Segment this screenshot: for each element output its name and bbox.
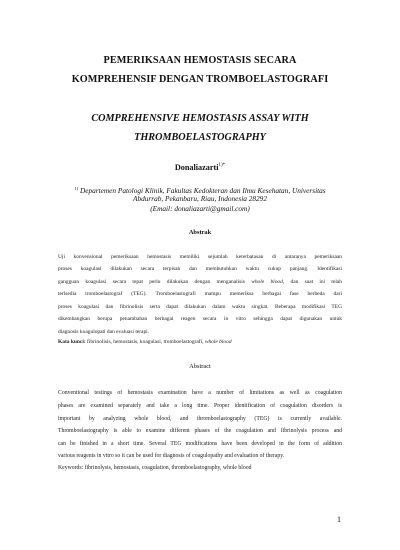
page-number: 1: [337, 515, 341, 524]
abstrak-line-italic: whole blood,: [251, 279, 285, 285]
abstract-keywords: Keywords: fibrinolysis, hemostasis, coagulation, thromboelastography, whole blood: [58, 465, 252, 471]
abstrak-line: Uji konvensional pemeriksaan hemostasis memiliki sejumlah keterbatasan di antaranya pemeriksaan: [58, 254, 342, 260]
affiliation-marker: 1): [74, 186, 79, 191]
abstract-line: Conventional testings of hemostasis examination have a number of limitations as well as coagulation: [58, 390, 342, 396]
title-indonesian-line-1: PEMERIKSAAN HEMOSTASIS SECARA: [103, 55, 297, 66]
abstrak-line: proses koagulasi dan fibrinolisis serta dapat dilakukan dalam waktu singkat. Beberapa modifikasi TEG: [58, 304, 342, 310]
abstrak-line-tail: dan saat ini telah: [290, 279, 343, 285]
abstrak-line: [58, 279, 342, 285]
abstrak-line: diagnosis koagulopati dan evaluasi terapi.: [58, 329, 150, 335]
author-name: Donaliazarti: [174, 163, 219, 172]
abstract-line: important by analyzing whole blood, and thromboelastography (TEG) is currently available.: [58, 416, 342, 422]
affiliation-line-2: Abdurrab, Pekanbaru, Riau, Indonesia 28292: [133, 194, 267, 203]
abstrak-line: proses koagulasi dilakukan secara terpisah dan membutuhkan waktu cukup panjang. Identifikasi: [58, 266, 342, 272]
title-indonesian-line-2: KOMPREHENSIF DENGAN TROMBOELASTOGRAFI: [71, 74, 329, 85]
abstract-line: can be finished in a short time. Several TEG modifications have been developed in the form of addition: [58, 441, 342, 447]
author-marks: 1)*: [218, 163, 226, 168]
abstrak-heading: Abstrak: [188, 229, 212, 236]
abstrak-line: terlsedia tromboelastograf (TEG). Tromboelastografi mampu memeriksa berbagai fase berbeda dari: [58, 291, 342, 297]
author: [0, 163, 400, 172]
title-english-line-2: THROMBOELASTOGRAPHY: [134, 132, 266, 143]
keywords-text: fibrinolisis, hemostasis, koagulasi, tromboelastografi,: [87, 339, 204, 345]
abstract-line: various reagents in vitro so it can be used for diagnosis of coagulopathy and evaluation of therapy.: [58, 453, 285, 459]
abstrak-line-text: gangguan koagulasi secara tepat perlu dilakukan dengan menganalisis: [58, 279, 245, 285]
affiliation-email: (Email: donaliazarti@gmail.com): [150, 204, 250, 213]
abstrak-line: dikembangkan berupa penambahan berbagai reagen secara in vitro sehingga dapat digunakan untuk: [58, 316, 342, 322]
keywords-label: Kata kunci:: [58, 339, 86, 345]
abstract-line: Thromboelastography is able to examine different phases of the coagulation and fibrinolysis process and: [58, 428, 342, 434]
keywords-italic: whole blood: [204, 339, 232, 345]
abstrak-keywords: [58, 339, 342, 345]
abstract-line: phases are examined separately and take a long time. Proper identification of coagulation disorders is: [58, 403, 342, 409]
affiliation-text-1: Departemen Patologi Klinik, Fakultas Kedokteran dan Ilmu Kesehatan, Universitas: [80, 186, 326, 195]
abstract-heading: Abstract: [189, 363, 211, 370]
title-english-line-1: COMPREHENSIVE HEMOSTASIS ASSAY WITH: [91, 113, 309, 124]
